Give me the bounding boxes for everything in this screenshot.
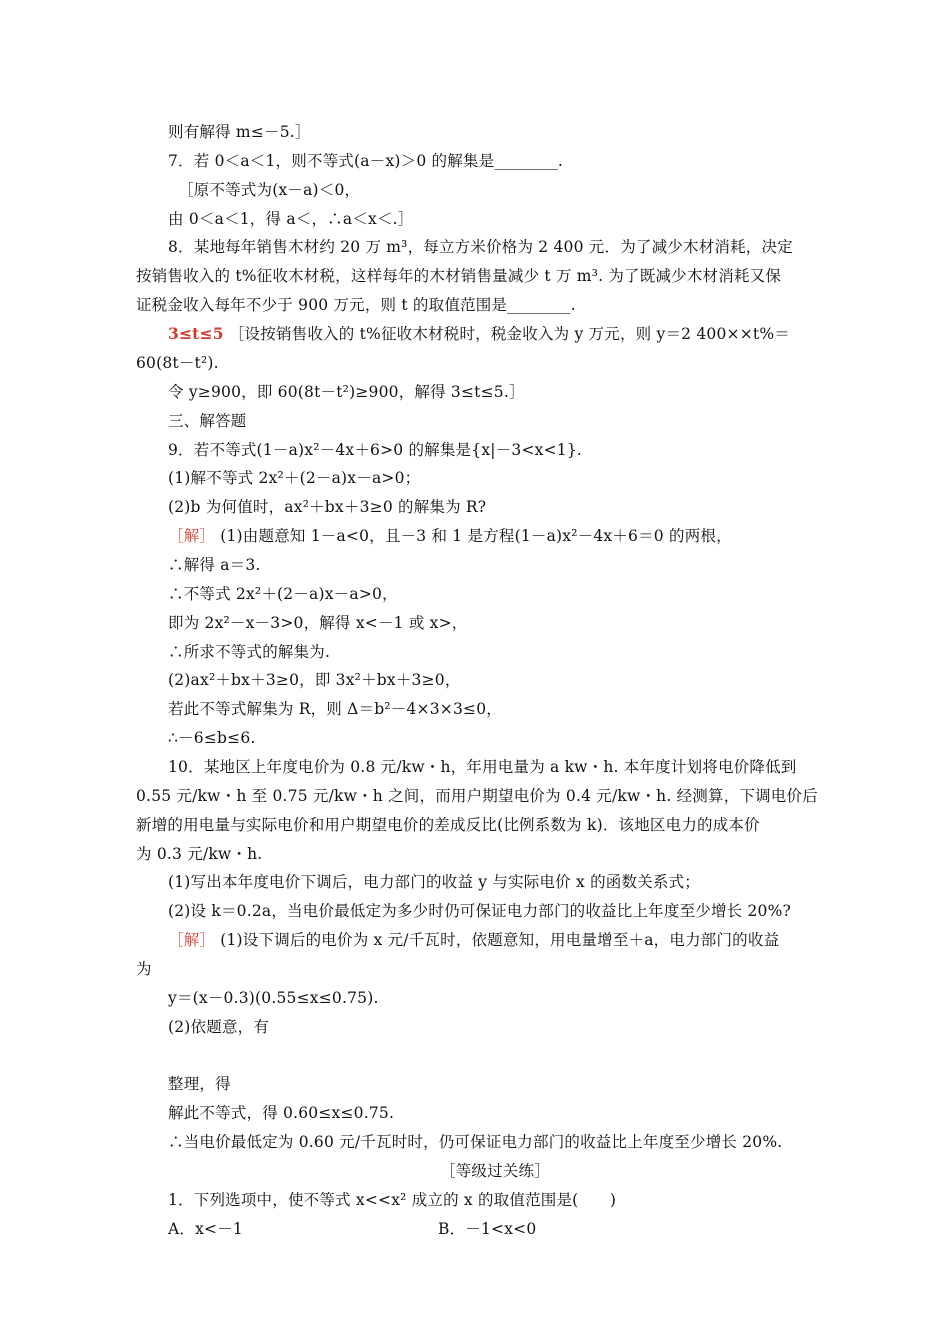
text-line: (2)设 k＝0.2a，当电价最低定为多少时仍可保证电力部门的收益比上年度至少增长 20%?	[168, 902, 792, 920]
question-1: 1．下列选项中，使不等式 x<<x² 成立的 x 的取值范围是( )	[168, 1191, 617, 1209]
text-line: (1)解不等式 2x²＋(2－a)x－a>0；	[168, 469, 421, 487]
text-line: 令 y≥900，即 60(8t－t²)≥900，解得 3≤t≤5.］	[168, 383, 525, 401]
solution-text: (1)由题意知 1－a<0，且－3 和 1 是方程(1－a)x²－4x＋6＝0 的两根，	[220, 527, 732, 545]
answer-8: 3≤t≤5	[168, 324, 224, 343]
option-a: A．x<－1	[168, 1220, 243, 1238]
text-line: 即为 2x²－x－3>0，解得 x<－1 或 x>，	[168, 614, 468, 632]
section-heading: ［等级过关练］	[440, 1162, 550, 1180]
text-line: ∴解得 a＝3.	[168, 556, 261, 574]
solution-tag: ［解］	[168, 931, 216, 949]
text-line: ［原不等式为(x－a)＜0，	[178, 181, 361, 199]
answer-line-8	[168, 324, 790, 344]
text-line: ∴所求不等式的解集为.	[168, 643, 331, 661]
text-line: 则有解得 m≤－5.］	[168, 123, 311, 141]
question-7: 7．若 0＜a＜1，则不等式(a－x)＞0 的解集是________.	[168, 152, 564, 170]
text-line: 整理，得	[168, 1075, 231, 1093]
text-line: ∴当电价最低定为 0.60 元/千瓦时时，仍可保证电力部门的收益比上年度至少增长 20%.	[168, 1133, 783, 1151]
text-line: y＝(x－0.3)(0.55≤x≤0.75).	[168, 989, 379, 1007]
text-line: 0.55 元/kw・h 至 0.75 元/kw・h 之间，而用户期望电价为 0.4 元/kw・h. 经测算，下调电价后	[136, 787, 818, 805]
option-b: B．－1<x<0	[438, 1220, 537, 1238]
text-line: 解此不等式，得 0.60≤x≤0.75.	[168, 1104, 395, 1122]
text-line: 按销售收入的 t%征收木材税，这样每年的木材销售量减少 t 万 m³. 为了既减少木材消耗又保	[136, 267, 782, 285]
text-line: ∴不等式 2x²＋(2－a)x－a>0，	[168, 585, 398, 603]
solution-line	[168, 526, 732, 546]
text-line: (2)b 为何值时，ax²＋bx＋3≥0 的解集为 R?	[168, 498, 487, 516]
section-heading: 三、解答题	[168, 412, 247, 430]
text-line: 60(8t－t²).	[136, 354, 219, 372]
solution-text: (1)设下调后的电价为 x 元/千瓦时，依题意知，用电量增至＋a，电力部门的收益	[220, 931, 780, 949]
text-line: (1)写出本年度电价下调后，电力部门的收益 y 与实际电价 x 的函数关系式；	[168, 873, 700, 891]
text-line: ∴－6≤b≤6.	[168, 729, 256, 747]
solution-tag: ［解］	[168, 527, 216, 545]
question-10: 10．某地区上年度电价为 0.8 元/kw・h，年用电量为 a kw・h. 本年度计划将电价降低到	[168, 758, 797, 776]
text-line: 新增的用电量与实际电价和用户期望电价的差成反比(比例系数为 k)．该地区电力的成本价	[136, 816, 760, 834]
solution-line	[168, 930, 779, 950]
text-line: 若此不等式解集为 R，则 Δ＝b²－4×3×3≤0，	[168, 700, 502, 718]
question-9: 9．若不等式(1－a)x²－4x＋6>0 的解集是{x|－3<x<1}.	[168, 441, 583, 459]
text-line: (2)ax²＋bx＋3≥0，即 3x²＋bx＋3≥0，	[168, 671, 461, 689]
text-line: 由 0＜a＜1，得 a＜，∴a＜x＜.］	[168, 210, 414, 228]
text-line: (2)依题意，有	[168, 1018, 270, 1036]
text-line: 为	[136, 960, 152, 978]
text-line: 为 0.3 元/kw・h.	[136, 845, 263, 863]
text-line: 证税金收入每年不少于 900 万元，则 t 的取值范围是________.	[136, 296, 576, 314]
question-8: 8．某地每年销售木材约 20 万 m³，每立方米价格为 2 400 元．为了减少木材消耗，决定	[168, 238, 793, 256]
answer-8-explanation: ［设按销售收入的 t%征收木材税时，税金收入为 y 万元，则 y＝2 400××t%＝	[228, 325, 790, 343]
